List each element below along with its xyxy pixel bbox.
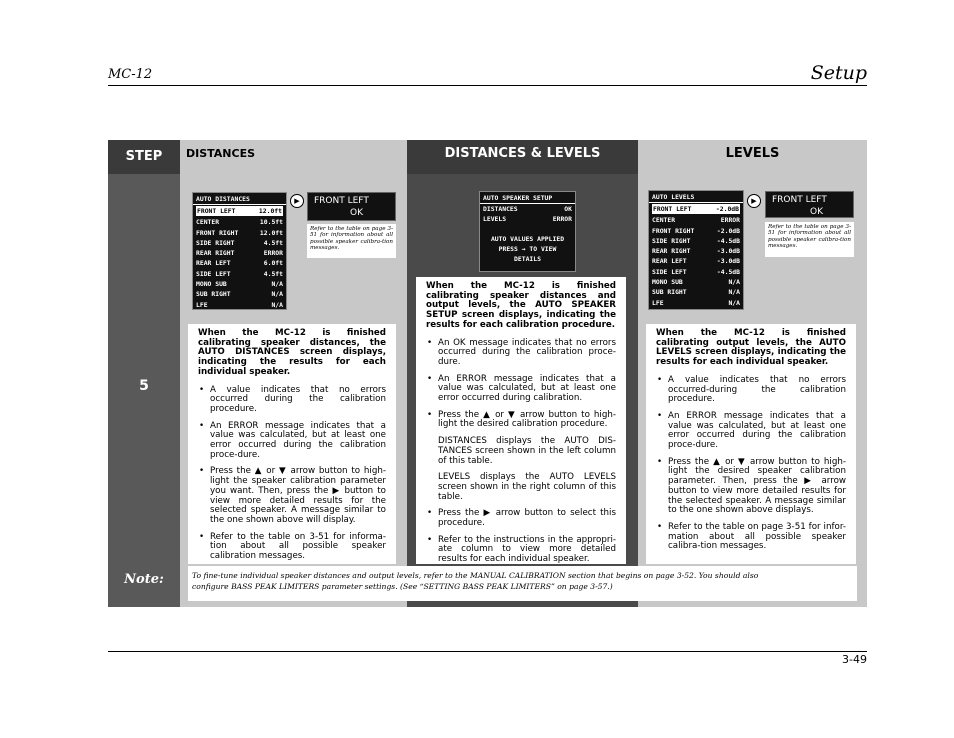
list-item: • An ERROR message indicates that a value was calculated, but at least one error occurred during calibration.: [426, 375, 616, 404]
list-item: • An OK message indicates that no errors occurred during the calibration proce-dure.: [426, 339, 616, 368]
row-label: SIDE RIGHT: [652, 236, 691, 245]
screen-title: AUTO DISTANCES: [193, 193, 286, 205]
screen-row: [193, 289, 286, 299]
row-label: DISTANCES: [483, 205, 518, 213]
header-section: Setup: [810, 62, 867, 84]
screen-row: [649, 226, 743, 236]
row-label: MONO SUB: [652, 278, 683, 287]
row-value: 10.5ft: [259, 218, 283, 227]
row-label: SIDE LEFT: [652, 267, 687, 276]
screen-row: [649, 287, 743, 297]
auto-levels-screen: [648, 190, 744, 310]
screen-title: AUTO LEVELS: [649, 191, 743, 203]
distances-levels-header: DISTANCES & LEVELS: [407, 140, 638, 174]
row-value: -4.5dB: [716, 267, 740, 276]
header-rule: [108, 85, 867, 86]
screen-row: [649, 277, 743, 287]
screen-row: [193, 269, 286, 279]
row-label: FRONT LEFT: [653, 205, 692, 213]
row-value: N/A: [271, 300, 283, 309]
screen-row: [193, 258, 286, 268]
screen-row: [193, 300, 286, 310]
screen-row: [193, 238, 286, 248]
row-label: CENTER: [196, 218, 220, 227]
levels-header: LEVELS: [638, 140, 867, 174]
row-value: 12.0ft: [258, 207, 282, 215]
note-text-line-1: To fine-tune individual speaker distances and output levels, refer to the MANUAL CALIBRATION section that begins on page 3-52. You should also: [192, 571, 759, 580]
row-value: ERROR: [263, 249, 283, 258]
row-value: -3.0dB: [716, 247, 740, 256]
row-label: CENTER: [652, 216, 676, 225]
row-label: SIDE LEFT: [196, 269, 231, 278]
instructions-lead: When the MC-12 is finished calibrating speaker distances and output levels, the AUTO SPEAKER SETUP screen displays, indicating the results for each calibration procedure.: [426, 281, 616, 330]
auto-speaker-setup-screen: [479, 191, 576, 272]
row-value: -2.0dB: [716, 226, 740, 235]
screen-row: [480, 214, 575, 224]
row-label: LEVELS: [483, 215, 507, 224]
footer-rule: [108, 651, 867, 652]
screen-row: [649, 256, 743, 266]
note-label: Note:: [124, 572, 164, 587]
instruction-table: [108, 140, 867, 607]
row-value: -4.5dB: [716, 236, 740, 245]
row-value: 4.5ft: [263, 269, 283, 278]
row-label: REAR LEFT: [652, 257, 687, 266]
screen-row: [649, 236, 743, 246]
instructions-list: [656, 376, 846, 552]
screen-row: [193, 279, 286, 289]
note-box: [188, 566, 857, 601]
sub-paragraph: DISTANCES displays the AUTO DIS-TANCES screen shown in the left column of this table.: [438, 436, 616, 466]
row-label: REAR LEFT: [196, 259, 231, 268]
screen-row: [196, 206, 283, 216]
screen-row: [193, 228, 286, 238]
instructions-lead: When the MC-12 is finished calibrating speaker distances, the AUTO DISTANCES screen displays, indicating the results for each individual speaker.: [198, 328, 386, 377]
list-item: • Refer to the table on page 3-51 for infor-mation about all possible speaker calibra-tion messages.: [656, 523, 846, 552]
step-header: STEP: [108, 140, 180, 174]
reference-note: Refer to the table on page 3-51 for information about all possible speaker calibra-tion messages.: [307, 224, 396, 258]
list-item: • Refer to the instructions in the appropri-ate column to view more detailed results for each individual speaker.: [426, 536, 616, 565]
row-value: 4.5ft: [263, 238, 283, 247]
instructions-lead: When the MC-12 is finished calibrating output levels, the AUTO LEVELS screen displays, indicating the results for each individual speaker.: [656, 328, 846, 368]
sub-paragraph: LEVELS displays the AUTO LEVELS screen shown in the right column of this table.: [438, 472, 616, 502]
list-item: • Press the ▶ arrow button to select this procedure.: [426, 509, 616, 528]
auto-distances-screen: [192, 192, 287, 310]
row-value: N/A: [728, 278, 740, 287]
table-header-row: [108, 140, 867, 174]
right-arrow-button-icon: ▶: [747, 194, 761, 208]
screen-row: [193, 217, 286, 227]
list-item: • A value indicates that no errors occurred during the calibration procedure.: [198, 386, 386, 415]
row-value: 6.0ft: [263, 259, 283, 268]
row-label: SUB RIGHT: [196, 290, 231, 299]
row-label: LFE: [196, 300, 208, 309]
row-value: N/A: [728, 298, 740, 307]
message-line-1: FRONT LEFT: [314, 196, 369, 206]
setup-instructions: [416, 277, 626, 564]
row-value: ERROR: [720, 216, 740, 225]
screen-line: AUTO VALUES APPLIED: [490, 234, 565, 243]
screen-row: [649, 246, 743, 256]
row-value: 12.0ft: [259, 228, 283, 237]
screen-row: [649, 298, 743, 308]
message-line-2: OK: [810, 207, 823, 217]
list-item: • A value indicates that no errors occurred-during the calibration procedure.: [656, 376, 846, 405]
step-number: 5: [139, 378, 149, 394]
screen-row: [193, 248, 286, 258]
levels-instructions: [646, 324, 856, 564]
row-value: -2.0dB: [715, 205, 739, 213]
list-item: • Press the ▲ or ▼ arrow button to high-light the desired speaker calibration parameter. Then, press the ▶ arrow button to view more detailed results for the selected speaker. A message similar to the one shown above displays.: [656, 458, 846, 516]
row-value: N/A: [728, 288, 740, 297]
screen-row: [649, 215, 743, 225]
row-value: OK: [564, 205, 572, 213]
row-label: REAR RIGHT: [196, 249, 235, 258]
message-line-2: OK: [350, 208, 363, 218]
row-label: REAR RIGHT: [652, 247, 691, 256]
row-label: FRONT RIGHT: [652, 226, 695, 235]
list-item: • Press the ▲ or ▼ arrow button to high-light the desired calibration procedure.: [426, 411, 616, 430]
list-item: • An ERROR message indicates that a value was calculated, but at least one error occurred during the calibration proce-dure.: [198, 422, 386, 461]
row-label: SUB RIGHT: [652, 288, 687, 297]
row-label: FRONT LEFT: [197, 207, 236, 215]
row-label: MONO SUB: [196, 280, 227, 289]
right-arrow-button-icon: ▶: [290, 194, 304, 208]
instructions-list: [426, 509, 616, 565]
list-item: • Press the ▲ or ▼ arrow button to high-light the speaker calibration parameter you want. Then, press the ▶ button to view more detailed results for the selected speaker. A message similar to the one shown above will display.: [198, 467, 386, 525]
row-value: ERROR: [552, 215, 572, 224]
list-item: • An ERROR message indicates that a value was calculated, but at least one error occurred during the calibration proce-dure.: [656, 412, 846, 451]
row-label: SIDE RIGHT: [196, 238, 235, 247]
screen-line: DETAILS: [514, 254, 541, 263]
header-model: MC-12: [108, 67, 153, 82]
front-left-message-screen: [765, 191, 854, 218]
screen-title: AUTO SPEAKER SETUP: [480, 192, 575, 204]
row-value: N/A: [271, 290, 283, 299]
list-item: • Refer to the table on 3-51 for informa-tion about all possible speaker calibration messages.: [198, 533, 386, 562]
screen-line: PRESS → TO VIEW: [498, 244, 557, 253]
distances-header: DISTANCES: [180, 140, 407, 174]
row-value: N/A: [271, 280, 283, 289]
front-left-message-screen: [307, 192, 396, 221]
row-label: LFE: [652, 298, 664, 307]
row-value: -3.0dB: [716, 257, 740, 266]
distances-instructions: [188, 324, 396, 564]
message-line-1: FRONT LEFT: [772, 195, 827, 205]
instructions-list: [198, 386, 386, 562]
note-text-line-2: configure BASS PEAK LIMITERS parameter settings. (See “SETTING BASS PEAK LIMITERS” on page 3-57.): [192, 582, 613, 591]
screen-row: [649, 267, 743, 277]
row-label: FRONT RIGHT: [196, 228, 239, 237]
reference-note: Refer to the table on page 3-51 for information about all possible speaker calibra-tion messages.: [765, 222, 854, 257]
screen-row: [480, 204, 575, 214]
instructions-list: [426, 339, 616, 431]
screen-row: [652, 204, 740, 214]
page-number: 3-49: [842, 653, 867, 666]
step-column: [108, 140, 180, 607]
